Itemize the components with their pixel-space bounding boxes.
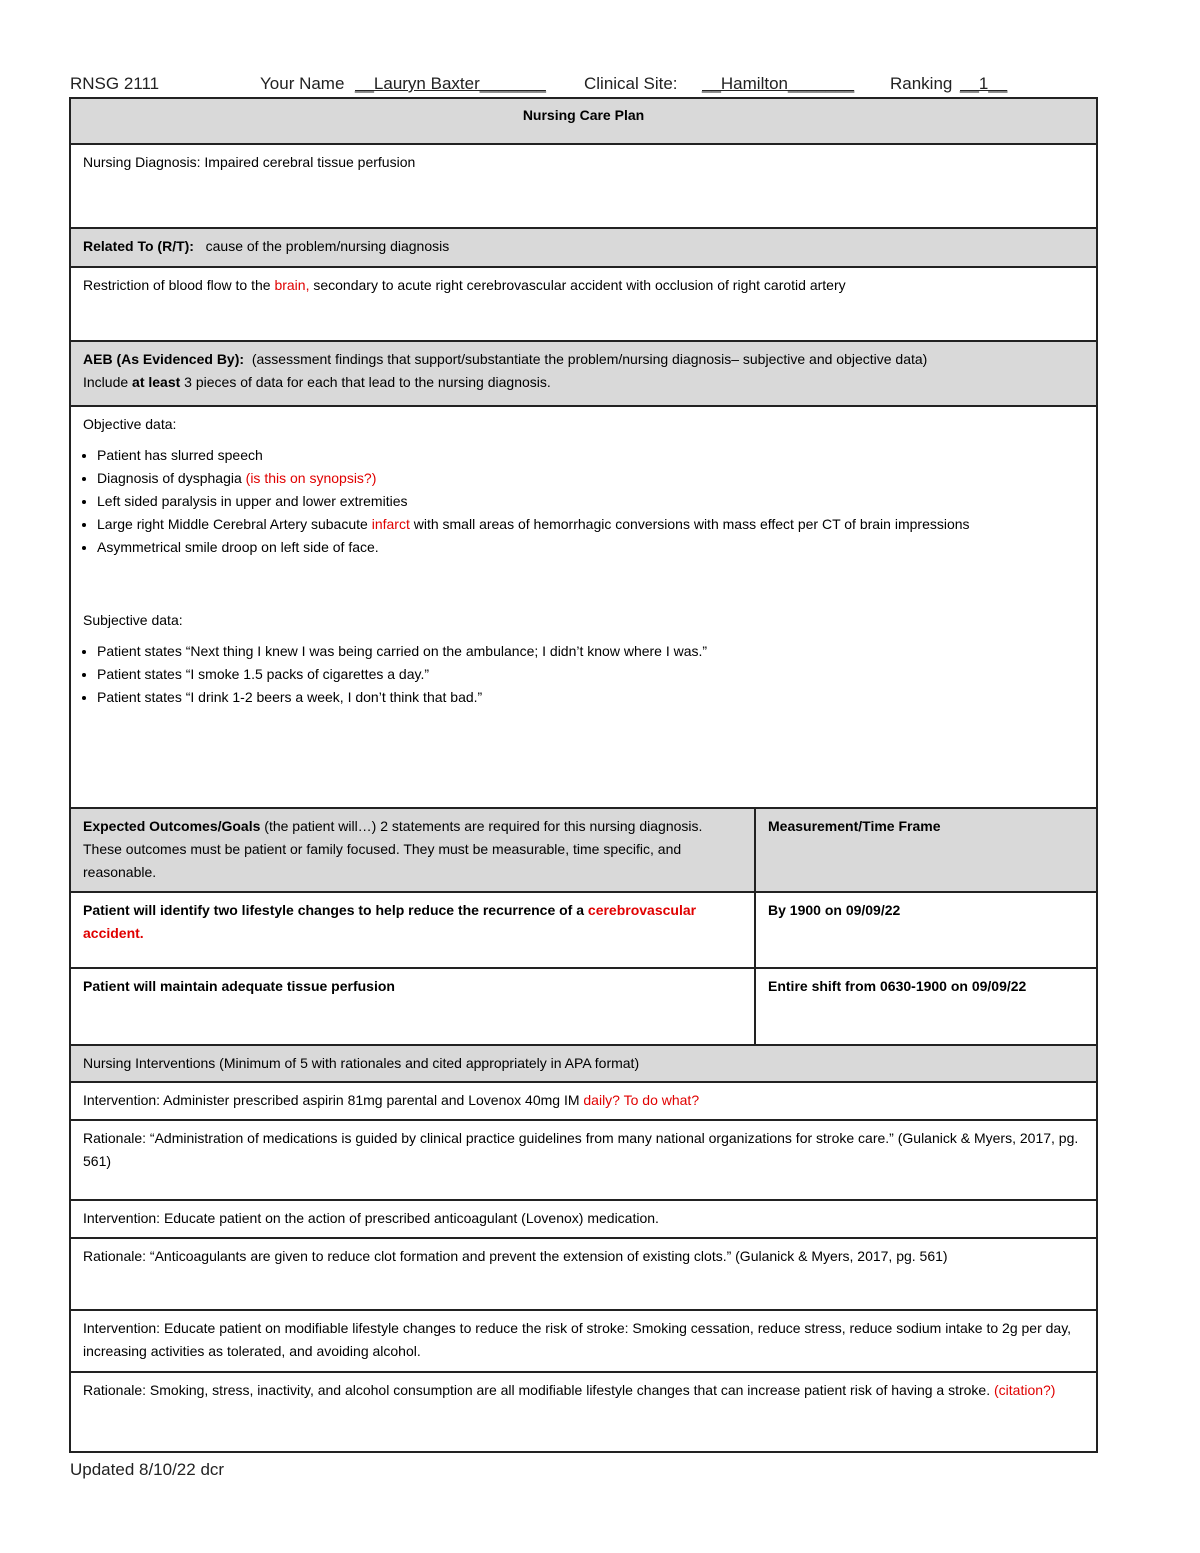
aeb-include-emphasis: at least	[132, 374, 181, 390]
list-item: • Asymmetrical smile droop on left side of face.	[97, 536, 1084, 559]
rationale-1: Rationale: “Administration of medications is guided by clinical practice guidelines from many national organizations for stroke care.” (Gulanick & Myers, 2017, pg. 561)	[70, 1120, 1097, 1200]
course-code: RNSG 2111	[70, 74, 160, 93]
list-item-text: with small areas of hemorrhagic conversions with mass effect per CT of brain impressions	[409, 516, 970, 532]
ranking-value: __1__	[960, 74, 1008, 93]
diagnosis-value: Impaired cerebral tissue perfusion	[204, 154, 416, 170]
list-item	[97, 513, 1084, 536]
reviewer-comment: (citation?)	[994, 1382, 1056, 1398]
objective-data-list	[83, 444, 1084, 559]
list-item: • Patient states “I drink 1-2 beers a week, I don’t think that bad.”	[97, 686, 1084, 709]
reviewer-highlight: infarct	[371, 516, 410, 532]
aeb-header	[70, 341, 1097, 406]
reviewer-comment: daily? To do what?	[583, 1092, 700, 1108]
list-item-text: Large right Middle Cerebral Artery subacute	[97, 516, 372, 532]
subjective-data-label: Subjective data:	[83, 612, 183, 628]
name-label: Your Name	[260, 74, 345, 93]
outcomes-hint: (the patient will…) 2 statements are required for this nursing diagnosis. These outcomes must be patient or family focused. They must be measurable, time specific, and reasonable.	[83, 818, 703, 880]
ranking-label: Ranking	[890, 74, 953, 93]
list-item: • Patient states “Next thing I knew I was being carried on the ambulance; I didn’t know where I was.”	[97, 640, 1084, 663]
goal-1-timeframe: By 1900 on 09/09/22	[755, 892, 1097, 968]
measurement-header: Measurement/Time Frame	[755, 808, 1097, 892]
interventions-header: Nursing Interventions (Minimum of 5 with rationales and cited appropriately in APA format)	[70, 1045, 1097, 1082]
subjective-data-list	[83, 640, 1084, 709]
nursing-diagnosis-row	[70, 144, 1097, 228]
care-plan-table	[69, 97, 1098, 1453]
list-item: • Patient has slurred speech	[97, 444, 1084, 467]
aeb-include: Include	[83, 374, 133, 390]
outcomes-label: Expected Outcomes/Goals	[83, 818, 261, 834]
list-item: • Left sided paralysis in upper and lower extremities	[97, 490, 1084, 513]
list-item: • Patient states “I smoke 1.5 packs of cigarettes a day.”	[97, 663, 1084, 686]
clinical-site: __Hamilton_______	[702, 74, 855, 93]
related-text-part: secondary to acute right cerebrovascular accident with occlusion of right carotid artery	[309, 277, 846, 293]
reviewer-comment: (is this on synopsis?)	[245, 470, 377, 486]
plan-title: Nursing Care Plan	[70, 98, 1097, 144]
goal-1	[70, 892, 755, 968]
related-to-label: Related To (R/T):	[83, 238, 194, 254]
assessment-data-cell	[70, 406, 1097, 808]
goal-text: Patient will identify two lifestyle changes to help reduce the recurrence of a	[83, 902, 588, 918]
clinical-site-label: Clinical Site:	[584, 74, 678, 93]
rationale-2: Rationale: “Anticoagulants are given to reduce clot formation and prevent the extension of existing clots.” (Gulanick & Myers, 2017, pg. 561)	[70, 1238, 1097, 1310]
related-to-header	[70, 228, 1097, 267]
aeb-hint: (assessment findings that support/substantiate the problem/nursing diagnosis– subjective and objective data)	[251, 351, 928, 367]
goal-2-timeframe: Entire shift from 0630-1900 on 09/09/22	[755, 968, 1097, 1045]
aeb-label: AEB (As Evidenced By):	[83, 351, 245, 367]
document-header	[70, 74, 1100, 98]
diagnosis-label: Nursing Diagnosis:	[83, 154, 201, 170]
intervention-2: Intervention: Educate patient on the action of prescribed anticoagulant (Lovenox) medication.	[70, 1200, 1097, 1238]
rationale-3	[70, 1372, 1097, 1452]
outcomes-header	[70, 808, 755, 892]
related-text-highlight: brain,	[274, 277, 310, 293]
related-to-text	[70, 267, 1097, 341]
objective-data-label: Objective data:	[83, 416, 177, 432]
aeb-include: 3 pieces of data for each that lead to the nursing diagnosis.	[180, 374, 551, 390]
related-text-part: Restriction of blood flow to the	[83, 277, 275, 293]
student-name: __Lauryn Baxter_______	[355, 74, 546, 93]
intervention-3: Intervention: Educate patient on modifiable lifestyle changes to reduce the risk of stroke: Smoking cessation, reduce stress, reduce sodium intake to 2g per day, increasing activities as tolerated, and avoiding alcohol.	[70, 1310, 1097, 1372]
goal-2: Patient will maintain adequate tissue perfusion	[70, 968, 755, 1045]
intervention-text: Intervention: Administer prescribed aspirin 81mg parental and Lovenox 40mg IM	[83, 1092, 584, 1108]
intervention-1	[70, 1082, 1097, 1120]
list-item	[97, 467, 1084, 490]
related-to-hint: cause of the problem/nursing diagnosis	[205, 238, 450, 254]
goal-highlight: cerebrovascular accident.	[83, 902, 697, 941]
rationale-text: Rationale: Smoking, stress, inactivity, and alcohol consumption are all modifiable lifestyle changes that can increase patient risk of having a stroke.	[83, 1382, 994, 1398]
list-item-text: Diagnosis of dysphagia	[97, 470, 246, 486]
footer-updated: Updated 8/10/22 dcr	[70, 1460, 225, 1479]
